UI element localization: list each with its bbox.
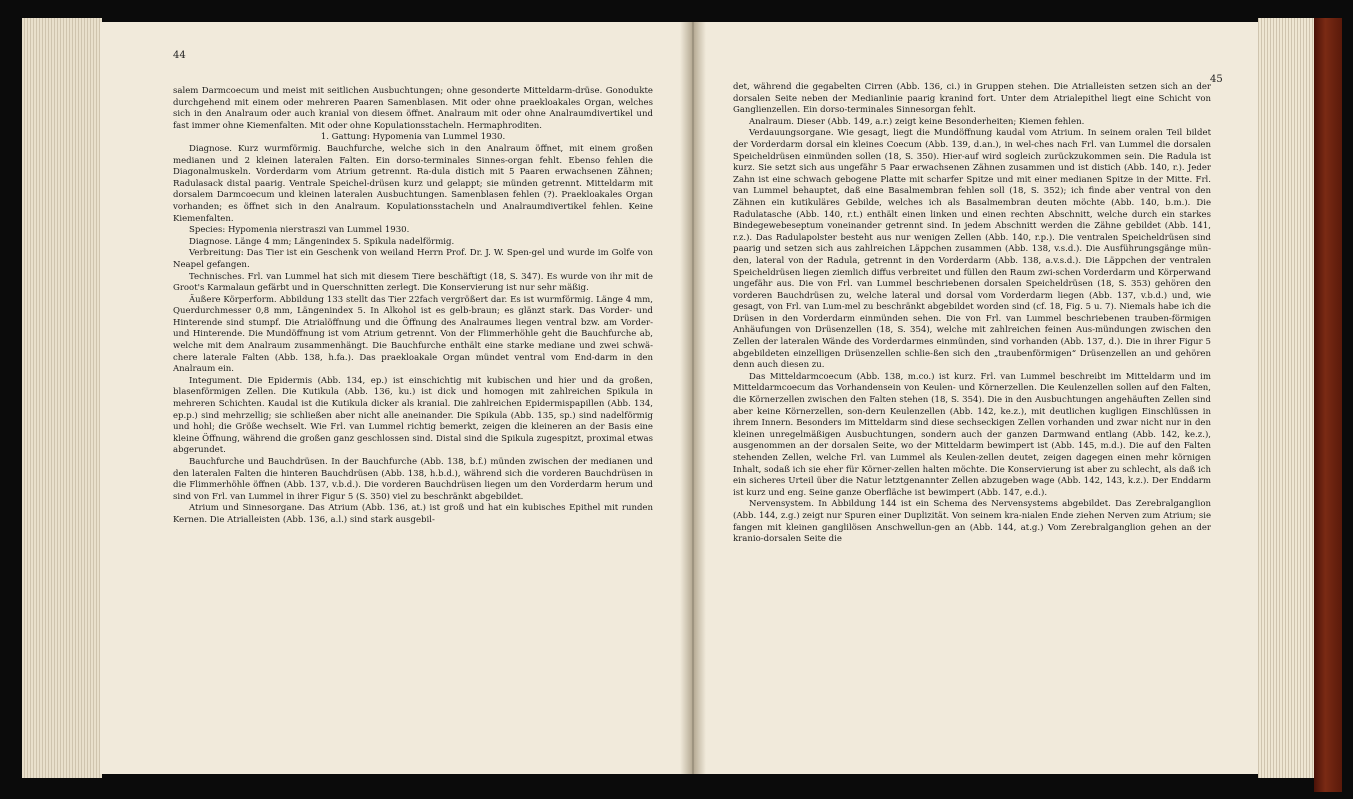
right-text-column: [733, 82, 1211, 546]
paragraph: Analraum. Dieser (Abb. 149, a.r.) zeigt keine Besonderheiten; Kiemen fehlen.: [749, 116, 1085, 127]
paragraph: Technisches. Frl. van Lummel hat sich mit diesem Tiere beschäftigt (18, S. 347). Es wurde von ihr mit de Groot's Karmalaun gefärbt und in Querschnitten zerlegt. Die Konservierung ist nur sehr mäßig.: [173, 271, 653, 294]
paragraph: Bauchfurche und Bauchdrüsen. In der Bauchfurche (Abb. 138, b.f.) münden zwischen der medianen und den lateralen Falten die hinteren Bauchdrüsen (Abb. 138, h.b.d.), während sich die vorderen Bauchdrüsen in die Flimmerhöhle öffnen (Abb. 137, v.b.d.). Die vorderen Bauchdrüsen liegen um den Vorderdarm herum und sind von Frl. van Lummel in ihrer Figur 5 (S. 350) viel zu beschränkt abgebildet.: [173, 457, 653, 502]
paragraph: Äußere Körperform. Abbildung 133 stellt das Tier 22fach vergrößert dar. Es ist wurmförmig. Länge 4 mm, Querdurchmesser 0,8 mm, Längenindex 5. In Alkohol ist es gelb-braun; es glänzt stark. Das Vorder- und Hinterende sind stumpf. Die Atrialöffnung und die Öffnung des Analraumes liegen ventral bzw. am Vorder- und Hinterende. Die Mundöffnung ist vom Atrium getrennt. Von der Flimmerhöhle geht die Bauchfurche ab, welche mit dem Analraum zusammenhängt. Die Bauchfurche enthält eine starke mediane und zwei schwä-chere laterale Falten (Abb. 138, h.fa.). Das praekloakale Organ mündet ventral vom End-darm in den Analraum ein.: [173, 294, 653, 375]
paragraph: Diagnose. Kurz wurmförmig. Bauchfurche, welche sich in den Analraum öffnet, mit einem großen medianen und 2 kleinen lateralen Falten. Ein dorso-terminales Sinnes-organ fehlt. Ebenso fehlen die Diagonalmuskeln. Vorderdarm vom Atrium getrennt. Ra-dula distich mit 5 Paaren erwachsenen Zähnen; Radulasack distal paarig. Ventrale Speichel-drüsen kurz und gelappt; sie münden getrennt. Mitteldarm mit dorsalem Darmcoecum und kleinen lateralen Ausbuchtungen. Samenblasen fehlen (?). Praekloakales Organ vorhanden; es öffnet sich in den Analraum. Kopulationsstacheln und Analraumdivertikel fehlen. Keine Kiemenfalten.: [173, 143, 653, 224]
genus-heading: 1. Gattung: Hypomenia van Lummel 1930.: [320, 132, 506, 143]
paragraph: salem Darmcoecum und meist mit seitlichen Ausbuchtungen; ohne gesonderte Mitteldarm-drüse. Gonodukte durchgehend mit einem oder mehreren Paaren Samenblasen. Mit oder ohne praekloakales Organ, welches sich in den Analraum oder auch kranial von diesem öffnet. Analraum mit oder ohne Analraumdivertikel und fast immer ohne Kiemenfalten. Mit oder ohne Kopulationsstacheln. Hermaphroditen.: [173, 86, 653, 131]
left-text-column: [173, 86, 653, 527]
paragraph: Diagnose. Länge 4 mm; Längenindex 5. Spikula nadelförmig.: [189, 236, 455, 247]
paragraph: Das Mitteldarmcoecum (Abb. 138, m.co.) ist kurz. Frl. van Lummel beschreibt im Mitteldarm und im Mitteldarmcoecum das Vorhandensein von Keulen- und Körnerzellen. Die Keulenzellen sollen auf den Falten, die Körnerzellen zwischen den Falten stehen (18, S. 354). Die in den Ausbuchtungen angehäuften Zellen sind aber keine Körnerzellen, son-dern Keulenzellen (Abb. 142, ke.z.), mit deutlichen kugligen Einschlüssen in ihrem Innern. Besonders im Mitteldarm sind diese sechseckigen Zellen vorhanden und zwar nicht nur in den kleinen unregelmäßigen Ausbuchtungen, sondern auch der ganzen Darmwand entlang (Abb. 142, ke.z.), ausgenommen an der dorsalen Seite, wo der Mitteldarm bewimpert ist (Abb. 145, m.d.). Die auf den Falten stehenden Zellen, welche Frl. van Lummel als Keulen-zellen deutet, zeigen dagegen einen mehr körnigen Inhalt, sodaß ich sie eher für Körner-zellen halten möchte. Die Konservierung ist aber zu schlecht, als daß ich ein sicheres Urteil über die Natur letztgenannter Zellen abzugeben wage (Abb. 142, 143, k.z.). Der Enddarm ist kurz und eng. Seine ganze Oberfläche ist bewimpert (Abb. 147, e.d.).: [733, 371, 1211, 498]
paragraph: Atrium und Sinnesorgane. Das Atrium (Abb. 136, at.) ist groß und hat ein kubisches Epithel mit runden Kernen. Die Atrialleisten (Abb. 136, a.l.) sind stark ausgebil-: [173, 503, 653, 525]
book-gutter: [680, 22, 706, 774]
page-number-right: 45: [1210, 74, 1223, 85]
paragraph: Nervensystem. In Abbildung 144 ist ein Schema des Nervensystems abgebildet. Das Zerebralganglion (Abb. 144, z.g.) zeigt nur Spuren einer Duplizität. Von seinem kra-nialen Ende ziehen Nerven zum Atrium; sie fangen mit kleinen ganglilösen Anschwellun-gen an (Abb. 144, at.g.) Vom Zerebralganglion gehen an der kranio-dorsalen Seite die: [733, 499, 1211, 545]
paragraph: det, während die gegabelten Cirren (Abb. 136, ci.) in Gruppen stehen. Die Atrialleisten setzen sich an der dorsalen Seite neben der Medianlinie paarig kranind fort. Unter dem Atrialepithel liegt eine Schicht von Ganglienzellen. Ein dorso-terminales Sinnesorgan fehlt.: [733, 82, 1211, 116]
page-edges-right: [1258, 18, 1314, 778]
page-edges-left: [22, 18, 102, 778]
paragraph: Species: Hypomenia nierstraszi van Lummel 1930.: [189, 225, 410, 236]
book-cover-right: [1314, 18, 1342, 792]
paragraph: Integument. Die Epidermis (Abb. 134, ep.) ist einschichtig mit kubischen und hier und da großen, blasenförmigen Zellen. Die Kutikula (Abb. 136, ku.) ist dick und homogen mit zahlreichen Spikula in mehreren Schichten. Kaudal ist die Kutikula dicker als kranial. Die zahlreichen Epidermispapillen (Abb. 134, ep.p.) sind mehrzellig; sie schließen aber nicht alle aneinander. Die Spikula (Abb. 135, sp.) sind nadelförmig und hohl; die Größe wechselt. Wie Frl. van Lummel richtig bemerkt, zeigen die kleineren an der Basis eine kleine Öffnung, während die großen ganz geschlossen sind. Distal sind die Spikula zugespitzt, proximal etwas abgerundet.: [173, 375, 653, 456]
page-number-left: 44: [173, 50, 186, 61]
paragraph: Verdauungsorgane. Wie gesagt, liegt die Mundöffnung kaudal vom Atrium. In seinem oralen Teil bildet der Vorderdarm dorsal ein kleines Coecum (Abb. 139, d.an.), in wel-ches nach Frl. van Lummel die dorsalen Speicheldrüsen einmünden sollen (18, S. 350). Hier-auf wird sogleich zurückzukommen sein. Die Radula ist kurz. Sie setzt sich aus ungefähr 5 Paar erwachsenen Zähnen zusammen und ist distich (Abb. 140, r.). Jeder Zahn ist eine schwach gebogene Platte mit scharfer Spitze und mit einer medianen Spitze in der Mitte. Frl. van Lummel behauptet, daß eine Basalmembran fehlen soll (18, S. 352); ich finde aber ventral von den Zähnen ein kutikuläres Gebilde, welches ich als Basalmembran deuten möchte (Abb. 140, b.m.). Die Radulatasche (Abb. 140, r.t.) enthält einen linken und einen rechten Abschnitt, welche durch ein starkes Bindegewebeseptum voneinander getrennt sind. In jedem Abschnitt werden die Zähne gebildet (Abb. 141, r.z.). Das Radulapolster besteht aus nur wenigen Zellen (Abb. 140, r.p.). Die ventralen Speicheldrüsen sind paarig und setzen sich aus zahlreichen Läppchen zusammen (Abb. 138, v.s.d.). Die Ausführungsgänge mün-den, lateral von der Radula, getrennt in den Vorderdarm (Abb. 138, a.v.s.d.). Die Läppchen der ventralen Speicheldrüsen liegen ziemlich diffus verbreitet und füllen den Raum zwi-schen Vorderdarm und Körperwand ungefähr aus. Die von Frl. van Lummel beschriebenen dorsalen Speicheldrüsen (18, S. 353) gehören den vorderen Bauchdrüsen zu, welche lateral und dorsal vom Vorderdarm liegen (Abb. 137, v.b.d.) und, wie gesagt, von Frl. van Lum-mel zu beschränkt abgebildet worden sind (cf. 18, Fig. 5 u. 7). Niemals habe ich die Drüsen in den Vorderdarm einmünden sehen. Die von Frl. van Lummel beschriebenen trauben-förmigen Anhäufungen von Drüsenzellen (18, S. 354), welche mit zahlreichen feinen Aus-mündungen zwischen den Zellen der lateralen Wände des Vorderdarmes einmünden, sind vorhanden (Abb. 137, d.). Die in ihrer Figur 5 abgebildeten einzelligen Drüsenzellen schlie-ßen sich den „traubenförmigen“ Drüsenzellen an und gehören denn auch diesen zu.: [733, 128, 1211, 371]
paragraph: Verbreitung: Das Tier ist ein Geschenk von weiland Herrn Prof. Dr. J. W. Spen-gel und wurde im Golfe von Neapel gefangen.: [173, 248, 653, 270]
